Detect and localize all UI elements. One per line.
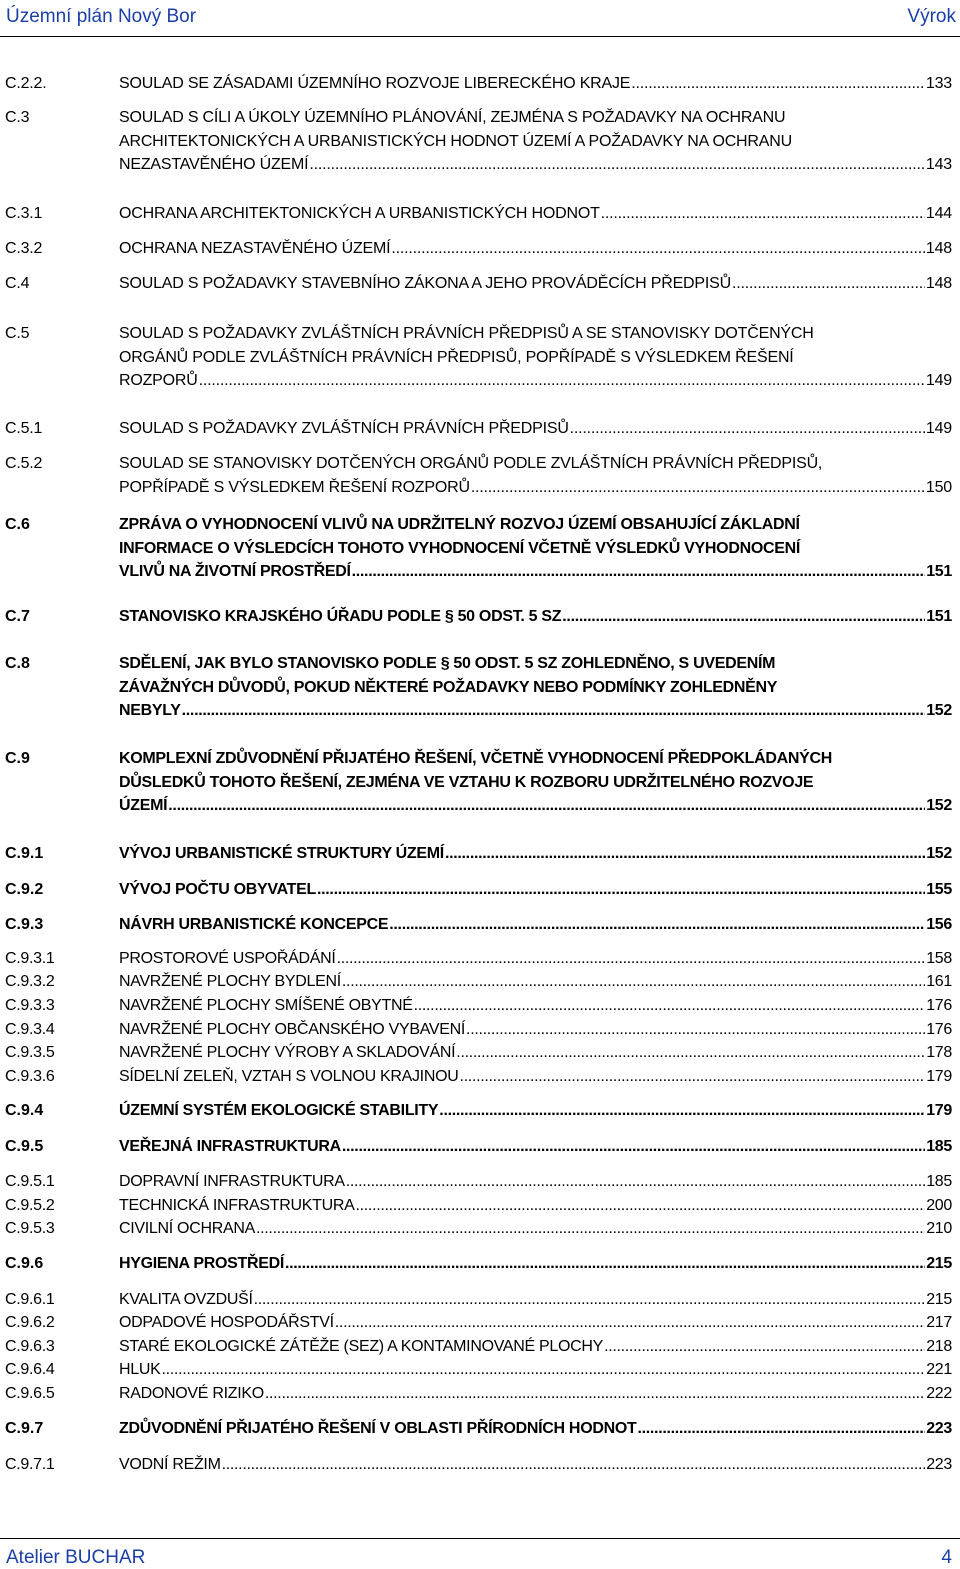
toc-entry-title <box>119 417 952 441</box>
dot-leader <box>459 1065 925 1089</box>
dot-leader <box>604 1335 925 1359</box>
dot-leader <box>414 994 926 1018</box>
toc-entry-title-text: STANOVISKO KRAJSKÉHO ÚŘADU PODLE § 50 ODST. 5 SZ <box>119 608 562 625</box>
toc-entry-page: 185 <box>926 1173 952 1190</box>
toc-entry-number: C.9.3.2 <box>5 973 55 990</box>
dot-leader <box>168 794 925 818</box>
dot-leader <box>439 1099 925 1123</box>
toc-entry-title <box>119 1453 952 1477</box>
toc-entry-page: 155 <box>926 881 952 898</box>
toc-entry-title <box>119 72 952 96</box>
toc-entry-number: C.9.5.2 <box>5 1197 55 1214</box>
toc-entry-title <box>119 1358 952 1382</box>
toc-entry-title <box>119 1041 952 1065</box>
toc-entry-page: 151 <box>926 608 952 625</box>
toc-entry-title-text: OCHRANA ARCHITEKTONICKÝCH A URBANISTICKÝCH HODNOT <box>119 205 600 222</box>
toc-entry-page: 158 <box>926 950 952 967</box>
toc-entry-page: 161 <box>926 973 952 990</box>
toc-entry-title-line: SOULAD SE STANOVISKY DOTČENÝCH ORGÁNŮ PODLE ZVLÁŠTNÍCH PRÁVNÍCH PŘEDPISŮ, <box>119 455 823 472</box>
toc-entry-number: C.9 <box>5 750 30 767</box>
toc-entry-page: 185 <box>926 1138 952 1155</box>
toc-entry-title <box>119 1018 952 1042</box>
toc-entry-number: C.9.5.3 <box>5 1220 55 1237</box>
page-footer <box>0 1538 960 1566</box>
dot-leader <box>570 417 925 441</box>
toc-entry-page: 200 <box>926 1197 952 1214</box>
toc-entry-title-line: INFORMACE O VÝSLEDCÍCH TOHOTO VYHODNOCENÍ VČETNĚ VÝSLEDKŮ VYHODNOCENÍ <box>119 539 801 557</box>
toc-entry-number: C.3.1 <box>5 205 43 222</box>
dot-leader <box>631 72 925 96</box>
toc-entry-title <box>119 878 952 902</box>
toc-entry-title <box>119 272 952 296</box>
toc-entry-title-text: VODNÍ REŽIM <box>119 1456 221 1473</box>
dot-leader <box>337 947 926 971</box>
toc-entry-page: 218 <box>926 1338 952 1355</box>
toc-entry-number: C.9.7 <box>5 1420 44 1437</box>
toc-entry-title-text: ODPADOVÉ HOSPODÁŘSTVÍ <box>119 1314 334 1331</box>
toc-entry-title <box>119 652 952 723</box>
toc-entry-title-line: ZPRÁVA O VYHODNOCENÍ VLIVŮ NA UDRŽITELNÝ ROZVOJ ÚZEMÍ OBSAHUJÍCÍ ZÁKLADNÍ <box>119 516 800 533</box>
dot-leader <box>222 1453 926 1477</box>
toc-entry-title <box>119 747 952 818</box>
toc-entry-page: 217 <box>926 1314 952 1331</box>
toc-entry-title <box>119 1335 952 1359</box>
toc-entry-number: C.9.4 <box>5 1102 44 1119</box>
dot-leader <box>199 369 925 393</box>
toc-entry-number: C.3.2 <box>5 240 43 257</box>
toc-entry-page: 178 <box>926 1044 952 1061</box>
dot-leader <box>456 1041 925 1065</box>
toc-entry-number: C.9.3.3 <box>5 997 55 1014</box>
toc-entry-page: 223 <box>926 1456 952 1473</box>
toc-entry-number: C.7 <box>5 608 30 625</box>
toc-entry-number: C.9.5 <box>5 1138 44 1155</box>
toc-entry-page: 133 <box>925 75 952 92</box>
toc-entry-title <box>119 1252 952 1276</box>
toc-entry-number: C.9.3 <box>5 916 44 933</box>
toc-entry-page: 215 <box>926 1255 952 1272</box>
header-document-title: Územní plán Nový Bor <box>6 6 197 27</box>
toc-entry-title-text: DOPRAVNÍ INFRASTRUKTURA <box>119 1173 345 1190</box>
toc-entry-page: 176 <box>926 1021 952 1038</box>
toc-entry-page: 156 <box>926 916 952 933</box>
dot-leader <box>317 878 925 902</box>
toc-entry-title <box>119 994 952 1018</box>
dot-leader <box>342 970 925 994</box>
toc-entry-title-line: KOMPLEXNÍ ZDŮVODNĚNÍ PŘIJATÉHO ŘEŠENÍ, VČETNĚ VYHODNOCENÍ PŘEDPOKLÁDANÝCH <box>119 750 832 767</box>
dot-leader <box>265 1382 925 1406</box>
dot-leader <box>256 1217 925 1241</box>
dot-leader <box>254 1288 926 1312</box>
toc-entry-title <box>119 605 952 629</box>
toc-entry-title <box>119 1194 952 1218</box>
toc-entry-page: 179 <box>926 1102 952 1119</box>
toc-entry-title-line: SDĚLENÍ, JAK BYLO STANOVISKO PODLE § 50 ODST. 5 SZ ZOHLEDNĚNO, S UVEDENÍM <box>119 655 776 672</box>
toc-entry-page: 179 <box>926 1068 952 1085</box>
toc-entry-title-text: VÝVOJ POČTU OBYVATEL <box>119 881 316 898</box>
toc-entry-title-text: ÚZEMÍ <box>119 797 168 814</box>
dot-leader <box>352 560 926 584</box>
dot-leader <box>562 605 925 629</box>
toc-entry-page: 176 <box>926 997 952 1014</box>
toc-entry-page: 144 <box>925 205 952 222</box>
toc-entry-title-text: ROZPORŮ <box>119 372 198 389</box>
toc-entry-title <box>119 970 952 994</box>
toc-entry-title-text: NEZASTAVĚNÉHO ÚZEMÍ <box>119 156 309 173</box>
toc-entry-title-text: CIVILNÍ OCHRANA <box>119 1220 255 1237</box>
toc-entry-title <box>119 1288 952 1312</box>
toc-entry-page: 149 <box>925 372 952 389</box>
toc-entry-page: 210 <box>926 1220 952 1237</box>
toc-entry-title-text: VLIVŮ NA ŽIVOTNÍ PROSTŘEDÍ <box>119 563 351 580</box>
toc-entry-title-text: VEŘEJNÁ INFRASTRUKTURA <box>119 1138 341 1155</box>
toc-entry-number: C.9.1 <box>5 845 44 862</box>
toc-entry-number: C.9.5.1 <box>5 1173 55 1190</box>
toc-entry-title-text: NAVRŽENÉ PLOCHY BYDLENÍ <box>119 973 341 990</box>
toc-entry-title-text: RADONOVÉ RIZIKO <box>119 1385 264 1402</box>
toc-entry-page: 152 <box>926 845 952 862</box>
dot-leader <box>161 1358 925 1382</box>
dot-leader <box>445 842 925 866</box>
toc-entry-page: 215 <box>926 1291 952 1308</box>
toc-entry-number: C.9.6.2 <box>5 1314 55 1331</box>
toc-entry-title-text: VÝVOJ URBANISTICKÉ STRUKTURY ÚZEMÍ <box>119 845 444 862</box>
toc-entry-page: 221 <box>926 1361 952 1378</box>
toc-entry-title-line: ARCHITEKTONICKÝCH A URBANISTICKÝCH HODNOT ÚZEMÍ A POŽADAVKY NA OCHRANU <box>119 132 792 150</box>
toc-entry-title-text: NAVRŽENÉ PLOCHY SMÍŠENÉ OBYTNÉ <box>119 997 413 1014</box>
toc-entry-title-text: NAVRŽENÉ PLOCHY VÝROBY A SKLADOVÁNÍ <box>119 1044 456 1061</box>
toc-entry-number: C.9.7.1 <box>5 1456 55 1473</box>
toc-entry-title-text: ÚZEMNÍ SYSTÉM EKOLOGICKÉ STABILITY <box>119 1102 439 1119</box>
toc-entry-title <box>119 1311 952 1335</box>
toc-entry-title-text: KVALITA OVZDUŠÍ <box>119 1291 253 1308</box>
dot-leader <box>346 1170 925 1194</box>
toc-entry-number: C.9.3.4 <box>5 1021 55 1038</box>
toc-entry-number: C.5.2 <box>5 455 43 472</box>
dot-leader <box>391 237 925 261</box>
dot-leader <box>389 913 925 937</box>
toc-entry-number: C.4 <box>5 275 30 292</box>
toc-entry-title <box>119 842 952 866</box>
toc-entry-page: 152 <box>926 797 952 814</box>
toc-entry-title-text: PROSTOROVÉ USPOŘÁDÁNÍ <box>119 950 336 967</box>
dot-leader <box>637 1417 925 1441</box>
toc-entry-title-line: SOULAD S POŽADAVKY ZVLÁŠTNÍCH PRÁVNÍCH PŘEDPISŮ A SE STANOVISKY DOTČENÝCH <box>119 325 814 342</box>
dot-leader <box>182 699 926 723</box>
toc-entry-number: C.3 <box>5 109 30 126</box>
dot-leader <box>309 153 924 177</box>
toc-entry-title-text: HLUK <box>119 1361 161 1378</box>
toc-entry-title-line: ZÁVAŽNÝCH DŮVODŮ, POKUD NĚKTERÉ POŽADAVKY NEBO PODMÍNKY ZOHLEDNĚNY <box>119 678 778 696</box>
toc-entry-page: 148 <box>925 240 952 257</box>
footer-page-number: 4 <box>941 1547 952 1568</box>
toc-entry-title-text: ZDŮVODNĚNÍ PŘIJATÉHO ŘEŠENÍ V OBLASTI PŘÍRODNÍCH HODNOT <box>119 1420 637 1437</box>
toc-entry-title-text: POPŘÍPADĚ S VÝSLEDKEM ŘEŠENÍ ROZPORŮ <box>119 478 470 496</box>
toc-entry-number: C.9.6.1 <box>5 1291 55 1308</box>
toc-entry-page: 143 <box>925 156 952 173</box>
page-header <box>0 0 960 37</box>
toc-entry-page: 152 <box>926 702 952 719</box>
header-section-name: Výrok <box>907 6 956 27</box>
toc-entry-title-text: SOULAD S POŽADAVKY ZVLÁŠTNÍCH PRÁVNÍCH PŘEDPISŮ <box>119 420 569 437</box>
toc-entry-title-text: SOULAD SE ZÁSADAMI ÚZEMNÍHO ROZVOJE LIBERECKÉHO KRAJE <box>119 75 631 92</box>
toc-entry-page: 151 <box>926 563 952 580</box>
toc-entry-title-text: NEBYLY <box>119 702 181 719</box>
toc-entry-title <box>119 106 952 177</box>
toc-entry-title-text: OCHRANA NEZASTAVĚNÉHO ÚZEMÍ <box>119 240 391 257</box>
toc-entry-number: C.9.6.5 <box>5 1385 55 1402</box>
toc-entry-title-line: DŮSLEDKŮ TOHOTO ŘEŠENÍ, ZEJMÉNA VE VZTAHU K ROZBORU UDRŽITELNÉHO ROZVOJE <box>119 773 814 791</box>
toc-entry-page: 148 <box>925 275 952 292</box>
toc-entry-number: C.9.6.3 <box>5 1338 55 1355</box>
toc-entry-title <box>119 913 952 937</box>
toc-entry-title-text: STARÉ EKOLOGICKÉ ZÁTĚŽE (SEZ) A KONTAMINOVANÉ PLOCHY <box>119 1338 604 1355</box>
dot-leader <box>466 1018 925 1042</box>
toc-entry-page: 222 <box>926 1385 952 1402</box>
toc-entry-number: C.8 <box>5 655 30 672</box>
dot-leader <box>732 272 925 296</box>
toc-entry-title <box>119 513 952 584</box>
dot-leader <box>285 1252 925 1276</box>
toc-entry-title-text: SOULAD S POŽADAVKY STAVEBNÍHO ZÁKONA A JEHO PROVÁDĚCÍCH PŘEDPISŮ <box>119 275 731 292</box>
toc-entry-title-text: NÁVRH URBANISTICKÉ KONCEPCE <box>119 916 389 933</box>
toc-entry-page: 149 <box>925 420 952 437</box>
toc-entry-title-text: NAVRŽENÉ PLOCHY OBČANSKÉHO VYBAVENÍ <box>119 1021 466 1038</box>
toc-entry-title <box>119 947 952 971</box>
toc-entry-title <box>119 1170 952 1194</box>
toc-entry-number: C.9.6.4 <box>5 1361 55 1378</box>
toc-entry-title <box>119 237 952 261</box>
toc-entry-number: C.6 <box>5 516 30 533</box>
toc-entry-number: C.9.3.6 <box>5 1068 55 1085</box>
toc-entry-title <box>119 1417 952 1441</box>
toc-entry-title <box>119 452 952 499</box>
toc-entry-title-line: ORGÁNŮ PODLE ZVLÁŠTNÍCH PRÁVNÍCH PŘEDPISŮ, POPŘÍPADĚ S VÝSLEDKEM ŘEŠENÍ <box>119 348 794 366</box>
toc-entry-title-line: SOULAD S CÍLI A ÚKOLY ÚZEMNÍHO PLÁNOVÁNÍ, ZEJMÉNA S POŽADAVKY NA OCHRANU <box>119 109 786 126</box>
toc-entry-number: C.5.1 <box>5 420 43 437</box>
toc-entry-title <box>119 1065 952 1089</box>
toc-entry-title-text: SÍDELNÍ ZELEŇ, VZTAH S VOLNOU KRAJINOU <box>119 1068 459 1085</box>
toc-entry-page: 223 <box>926 1420 952 1437</box>
toc-entry-number: C.9.3.1 <box>5 950 55 967</box>
toc-entry-title <box>119 1135 952 1159</box>
toc-entry-title <box>119 1099 952 1123</box>
dot-leader <box>601 202 925 226</box>
toc-entry-page: 150 <box>925 478 952 496</box>
toc-entry-number: C.9.2 <box>5 881 44 898</box>
toc-entry-title-text: HYGIENA PROSTŘEDÍ <box>119 1255 284 1272</box>
dot-leader <box>335 1311 925 1335</box>
dot-leader <box>471 476 925 500</box>
dot-leader <box>355 1194 925 1218</box>
toc-entry-number: C.5 <box>5 325 30 342</box>
toc-entry-number: C.9.3.5 <box>5 1044 55 1061</box>
toc-entry-title <box>119 202 952 226</box>
toc-entry-title-text: TECHNICKÁ INFRASTRUKTURA <box>119 1197 355 1214</box>
footer-author: Atelier BUCHAR <box>6 1547 146 1568</box>
toc-entry-number: C.9.6 <box>5 1255 44 1272</box>
toc-entry-title <box>119 322 952 393</box>
toc-entry-title <box>119 1382 952 1406</box>
dot-leader <box>342 1135 925 1159</box>
toc-entry-number: C.2.2. <box>5 75 47 92</box>
toc-entry-title <box>119 1217 952 1241</box>
